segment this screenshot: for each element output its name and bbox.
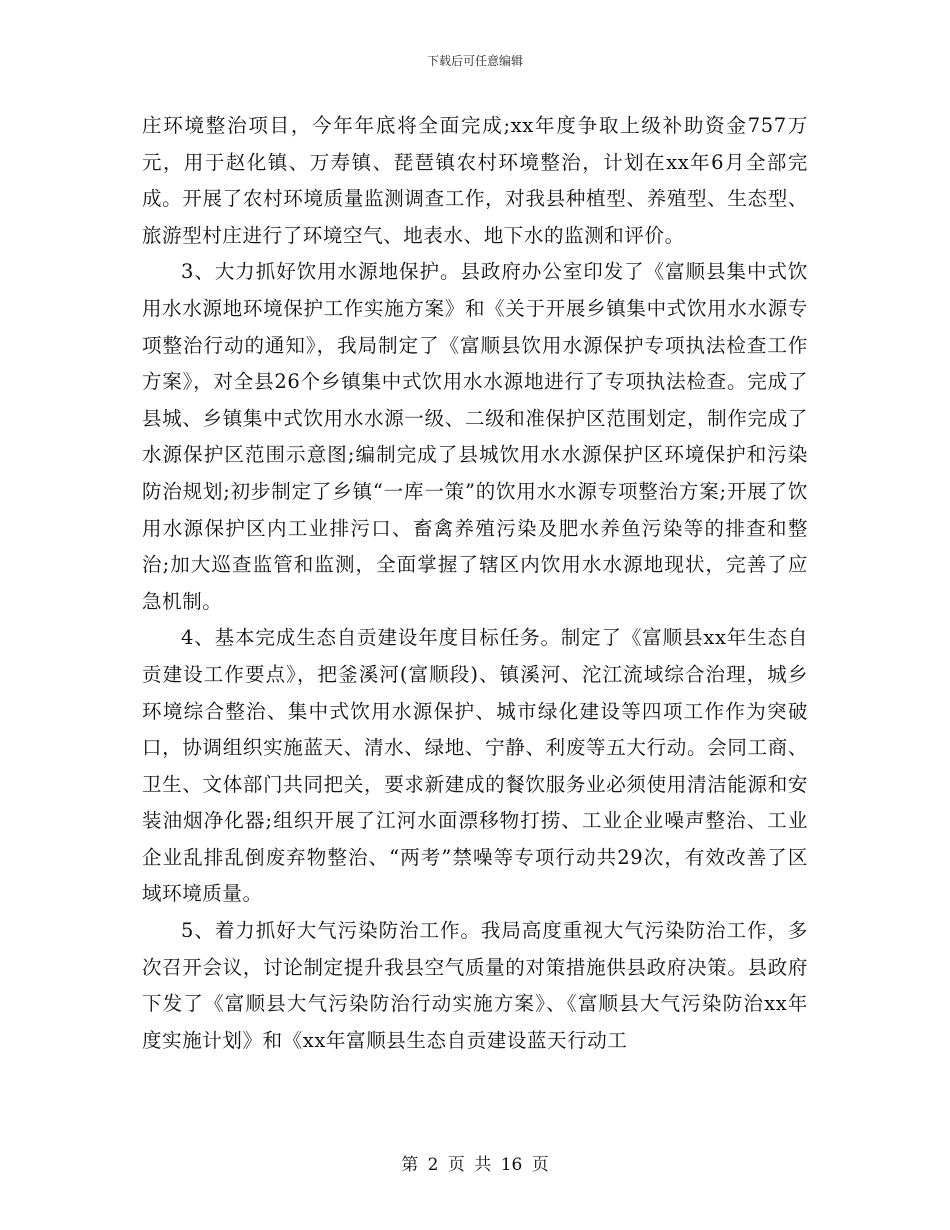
paragraph-item-4: 4、基本完成生态自贡建设年度目标任务。制定了《富顺县xx年生态自贡建设工作要点》，把釜溪河(富顺段)、镇溪河、沱江流域综合治理，城乡环境综合整治、集中式饮用水源保护、城市绿化建设等四项工作作为突破口，协调组织实施蓝天、清水、绿地、宁静、利废等五大行动。会同工商、卫生、文体部门共同把关，要求新建成的餐饮服务业必须使用清洁能源和安装油烟净化器;组织开展了江河水面漂移物打捞、工业企业噪声整治、工业企业乱排乱倒废弃物整治、“两考”禁噪等专项行动共29次，有效改善了区域环境质量。 <box>142 626 808 906</box>
page-header-note: 下载后可任意编辑 <box>426 54 523 68</box>
page-number-footer: 第 2 页 共 16 页 <box>401 1155 549 1175</box>
paragraph-item-3: 3、大力抓好饮用水源地保护。县政府办公室印发了《富顺县集中式饮用水水源地环境保护工作实施方案》和《关于开展乡镇集中式饮用水水源专项整治行动的通知》，我局制定了《富顺县饮用水源保护专项执法检查工作方案》，对全县26个乡镇集中式饮用水水源地进行了专项执法检查。完成了县城、乡镇集中式饮用水水源一级、二级和准保护区范围划定，制作完成了水源保护区范围示意图;编制完成了县城饮用水水源保护区环境保护和污染防治规划;初步制定了乡镇“一库一策”的饮用水水源专项整治方案;开展了饮用水源保护区内工业排污口、畜禽养殖污染及肥水养鱼污染等的排查和整治;加大巡查监管和监测，全面掌握了辖区内饮用水水源地现状，完善了应急机制。 <box>142 260 808 613</box>
paragraph-item-5: 5、着力抓好大气污染防治工作。我局高度重视大气污染防治工作，多次召开会议，讨论制定提升我县空气质量的对策措施供县政府决策。县政府下发了《富顺县大气污染防治行动实施方案》、《富顺县大气污染防治xx年度实施计划》和《xx年富顺县生态自贡建设蓝天行动工 <box>142 919 808 1052</box>
paragraph-continuation: 庄环境整治项目，今年年底将全面完成;xx年度争取上级补助资金757万元，用于赵化镇、万寿镇、琵琶镇农村环境整治，计划在xx年6月全部完成。开展了农村环境质量监测调查工作，对我县种植型、养殖型、生态型、旅游型村庄进行了环境空气、地表水、地下水的监测和评价。 <box>142 114 808 247</box>
document-body <box>142 108 808 1059</box>
